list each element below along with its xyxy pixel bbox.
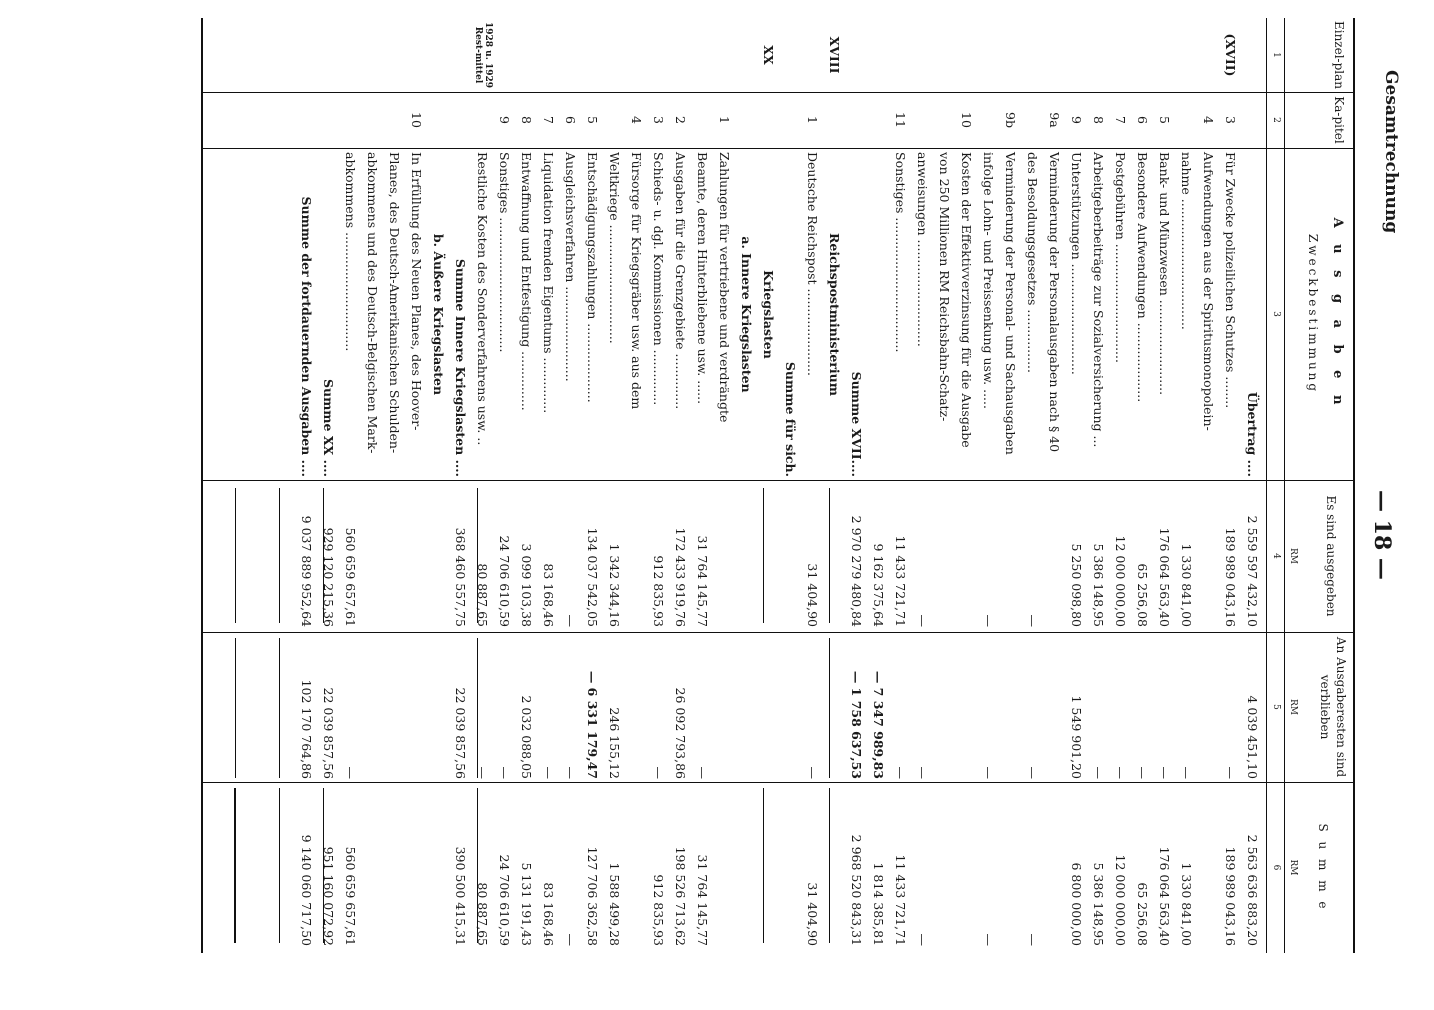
ausgegeben-cell: 65 256,08 [1135,563,1150,627]
summe-cell: 1 588 499,28 [607,862,622,946]
zweck-cell: Verminderung der Personalausgaben nach § 40 [1047,152,1062,453]
zweck-cell: abkommens .............................. [343,152,358,352]
zweck-cell: Summe XX .... [321,378,336,477]
zweck-cell: Aufwendungen aus der Spiritusmonopolein- [1201,152,1216,431]
ausgabereste-cell: — [893,766,908,779]
ausgabereste-cell: 102 170 764,86 [299,679,314,779]
summe-cell: — [981,933,996,946]
zweck-cell: von 250 Millionen RM Reichsbahn-Schatz- [937,152,952,422]
summe-cell: 11 433 721,71 [893,854,908,946]
summe-cell: 31 764 145,77 [695,854,710,946]
table-row [1197,18,1219,953]
zweck-cell: Sonstiges .................................. [497,152,512,353]
zweck-cell: Entwaffnung und Entfestigung ............... [519,152,534,411]
table-row [581,18,603,953]
table-row [405,18,427,953]
zweck-cell: Planes, des Deutsch-Amerikanischen Schulden- [387,152,402,454]
ausgegeben-cell: — [981,614,996,627]
kapitel-cell: 6 [1135,116,1150,124]
ausgegeben-cell: 1 330 841,00 [1179,543,1194,627]
table-row [757,18,779,953]
ausgegeben-cell: 31 764 145,77 [695,535,710,627]
ausgabereste-cell: — [1113,766,1128,779]
zweck-cell: Kriegslasten [761,270,776,359]
kapitel-cell: 4 [1201,116,1216,124]
zweck-cell: Entschädigungszahlungen .................... [585,152,600,403]
ausgegeben-cell: 172 433 919,76 [673,527,688,627]
table-row [647,18,669,953]
ausgegeben-cell: 31 404,90 [805,563,820,627]
zweck-cell: Besondere Aufwendungen .................... [1135,152,1150,403]
rotated-page [85,10,1405,1010]
table-row [427,18,449,953]
ausgegeben-cell: 83 168,46 [541,563,556,627]
ausgegeben-cell: 929 120 215,36 [321,527,336,627]
zweck-cell: Zahlungen für vertriebene und verdrängte [717,152,732,423]
ausgegeben-cell: 368 460 557,75 [453,527,468,627]
kapitel-cell: 9 [1069,116,1084,124]
summe-cell: 1 814 385,81 [871,862,886,946]
ausgegeben-cell: — [563,614,578,627]
table-row [295,18,317,953]
zweck-cell: Arbeitgeberbeiträge zur Sozialversicherung ... [1091,152,1106,448]
summe-cell: 65 256,08 [1135,882,1150,946]
zweck-cell: Kosten der Effektivverzinsung für die Ausgabe [959,152,974,448]
zweck-cell: Ausgaben für die Grenzgebiete .............. [673,152,688,410]
ausgabereste-cell: — [541,766,556,779]
kapitel-cell: 3 [1223,116,1238,124]
zweck-cell: In Erfüllung des Neuen Planes, des Hoover- [409,152,424,431]
page-title: Gesamtrechnung [1381,70,1401,234]
ausgegeben-cell: 134 037 542,05 [585,527,600,627]
ausgegeben-cell: 189 989 043,16 [1223,527,1238,627]
col-number: 4 [1271,553,1281,559]
zweck-cell: Summe XVII.... [849,371,864,477]
table-row [317,18,339,953]
zweck-cell: infolge Lohn- und Preissenkung usw. ..... [981,152,996,409]
ausgegeben-cell: 176 064 563,40 [1157,527,1172,627]
ausgabereste-cell: 22 039 857,56 [453,687,468,779]
summe-cell: 24 706 610,59 [497,854,512,946]
kapitel-cell: 5 [585,116,600,124]
summe-cell: 560 659 657,61 [343,846,358,946]
kapitel-cell: 1 [805,116,820,124]
unit-label: RM [1288,699,1298,715]
zweck-cell: Bank- und Münzwesen ........................ [1157,152,1172,396]
summe-cell: — [915,933,930,946]
summe-cell: — [563,933,578,946]
zweck-cell: b. Äußere Kriegslasten [431,233,446,396]
ausgabereste-cell: 1 549 901,20 [1069,695,1084,779]
ausgabereste-cell: 246 155,12 [607,707,622,779]
kapitel-cell: 7 [541,116,556,124]
table-row [625,18,647,953]
summe-cell: 912 835,93 [651,874,666,946]
summe-cell: 198 526 713,62 [673,846,688,946]
summe-cell: 1 330 841,00 [1179,862,1194,946]
table-row [933,18,955,953]
table-row [801,18,823,953]
summe-cell: 12 000 000,00 [1113,854,1128,946]
zweck-cell: a. Innere Kriegslasten [739,236,754,393]
zweck-cell: anweisungen ........................... [915,152,930,347]
ausgegeben-cell: 11 433 721,71 [893,535,908,627]
kapitel-cell: 10 [409,112,424,128]
table-row [1219,18,1241,953]
zweck-cell: Weltkriege .............................. [607,152,622,344]
einzelplan-cell: XVIII [827,36,842,74]
kapitel-cell: 9 [497,116,512,124]
summe-cell: 2 968 520 843,31 [849,834,864,946]
table-row [493,18,515,953]
einzelplan-cell: XX [761,45,776,65]
ausgabereste-cell: — [915,766,930,779]
ausgegeben-cell: 2 559 597 432,10 [1245,515,1260,627]
zweck-cell: Ausgleichsverfahren ........................ [563,152,578,382]
table-row [1241,18,1263,953]
zweck-cell: Fürsorge für Kriegsgräber usw. aus dem [629,152,644,410]
ausgabereste-cell: — [475,766,490,779]
col-number: 1 [1271,52,1281,58]
ausgabereste-cell: — [805,766,820,779]
summe-cell: 176 064 563,40 [1157,846,1172,946]
col-number: 3 [1271,311,1281,317]
summe-cell: 189 989 043,16 [1223,846,1238,946]
table-row [713,18,735,953]
ausgegeben-cell: 80 887,65 [475,563,490,627]
summe-cell: 5 386 148,95 [1091,862,1106,946]
ausgabereste-cell: — [651,766,666,779]
table-row [999,18,1021,953]
table-row [735,18,757,953]
col-einzelplan-header: Einzel-plan [1332,20,1346,90]
kapitel-cell: 1 [717,116,732,124]
table-row [1043,18,1065,953]
ausgegeben-cell: 1 342 344,16 [607,543,622,627]
zweck-cell: Unterstützungen ............................ [1069,152,1084,375]
accounts-table [201,18,1355,953]
ausgegeben-cell: 5 386 148,95 [1091,543,1106,627]
page-number: — 18 — [1369,490,1395,580]
kapitel-cell: 3 [651,116,666,124]
kapitel-cell: 9b [1003,112,1018,128]
ausgegeben-cell: 3 099 103,38 [519,543,534,627]
zweck-cell: des Besoldungsgesetzes ................ [1025,152,1040,374]
unit-label: RM [1288,548,1298,564]
zweck-cell: abkommens und des Deutsch-Belgischen Mark- [365,152,380,454]
ausgegeben-cell: 24 706 610,59 [497,535,512,627]
kapitel-cell: 5 [1157,116,1172,124]
ausgabereste-cell: — [563,766,578,779]
ausgegeben-cell: 9 037 889 952,64 [299,515,314,627]
table-row [1087,18,1109,953]
table-row [339,18,361,953]
table-row [537,18,559,953]
table-row [449,18,471,953]
zweck-cell: Summe Innere Kriegslasten .... [453,258,468,477]
ausgegeben-cell: 12 000 000,00 [1113,535,1128,627]
table-row [1175,18,1197,953]
ausgabereste-cell: — 6 331 179,47 [585,670,600,779]
ausgegeben-cell: 2 970 279 480,84 [849,515,864,627]
col-number: 2 [1271,117,1281,123]
ausgabereste-cell: — [1025,766,1040,779]
ausgabereste-cell: — [1135,766,1150,779]
ausgabereste-cell: — [695,766,710,779]
col-number: 5 [1271,704,1281,710]
summe-cell: 390 500 415,31 [453,846,468,946]
ausgabereste-cell: — [343,766,358,779]
ausgabereste-cell: — [1091,766,1106,779]
ausgabereste-cell: — 1 758 637,53 [849,670,864,779]
ausgabereste-cell: — 7 347 989,83 [871,670,886,779]
table-row [867,18,889,953]
zweck-cell: Sonstiges .................................. [893,152,908,353]
kapitel-cell: 7 [1113,116,1128,124]
zweck-cell: Restliche Kosten des Sonderverfahrens usw. .. [475,152,490,446]
ausgegeben-cell: — [1025,614,1040,627]
summe-cell: 31 404,90 [805,882,820,946]
kapitel-cell: 10 [959,112,974,128]
table-row [977,18,999,953]
zweck-cell: Postgebühren .............................. [1113,152,1128,363]
zweck-cell: Summe für sich. [783,361,798,477]
table-row [889,18,911,953]
ausgabereste-cell: 4 039 451,10 [1245,695,1260,779]
ausgabereste-cell: 22 039 857,56 [321,687,336,779]
kapitel-cell: 4 [629,116,644,124]
table-row [955,18,977,953]
kapitel-cell: 2 [673,116,688,124]
zweck-cell: Reichspostministerium [827,233,842,396]
table-row [845,18,867,953]
col-number: 6 [1271,864,1281,871]
kapitel-cell: 8 [1091,116,1106,124]
kapitel-cell: 11 [893,112,908,128]
ausgegeben-cell: 9 162 375,64 [871,543,886,627]
ausgabereste-cell: 2 032 088,05 [519,695,534,779]
ausgegeben-cell: 560 659 657,61 [343,527,358,627]
col-ausgabereste-header: An Ausgaberesten sind verblieben [1318,636,1348,778]
zweck-cell: Für Zwecke polizeilichen Schutzes ........ [1223,152,1238,409]
ausgabereste-cell: — [1179,766,1194,779]
summe-cell: 6 800 000,00 [1069,862,1084,946]
zweck-cell: Beamte, deren Hinterbliebene usw. ...... [695,152,710,405]
ausgabereste-cell: — [497,766,512,779]
summe-cell: 5 131 191,43 [519,862,534,946]
summe-cell: 127 706 362,58 [585,846,600,946]
zweck-cell: Verminderung der Personal- und Sachausgaben [1003,152,1018,455]
col-zweck-header: Zweckbestimmung [1306,233,1320,395]
zweck-cell: Deutsche Reichspost ...................... [805,152,820,376]
ausgabereste-cell: — [1223,766,1238,779]
ausgegeben-cell: — [915,614,930,627]
zweck-cell: nahme ................................. [1179,152,1194,330]
zweck-cell: Schieds- u. dgl. Kommissionen .............. [651,152,666,406]
col-kapitel-header: Ka-pitel [1332,96,1346,144]
table-row [1065,18,1087,953]
kapitel-cell: 8 [519,116,534,124]
ausgegeben-cell: 5 250 098,80 [1069,543,1084,627]
table-row [1109,18,1131,953]
zweck-cell: Übertrag .... [1245,391,1260,477]
table-row [779,18,801,953]
summe-cell: 2 563 636 883,20 [1245,834,1260,946]
table-row [515,18,537,953]
summe-cell: 83 168,46 [541,882,556,946]
table-row [691,18,713,953]
unit-label: RM [1288,859,1298,876]
ausgegeben-cell: 912 835,93 [651,555,666,627]
table-row [383,18,405,953]
zweck-cell: Liquidation fremden Eigentums .............. [541,152,556,414]
summe-cell: 80 887,65 [475,882,490,946]
ausgabereste-cell: — [981,766,996,779]
table-row [911,18,933,953]
summe-cell: — [1025,933,1040,946]
table-row [559,18,581,953]
col-summe-header: S u m m e [1316,823,1330,912]
summe-cell: 9 140 060 717,50 [299,834,314,946]
table-row [1131,18,1153,953]
ausgabereste-cell: — [1157,766,1172,779]
einzelplan-cell: 1928 u. 1929 Rest-mittel [473,21,493,89]
zweck-cell: Summe der fortdauernden Ausgaben .... [299,196,314,477]
table-row [1021,18,1043,953]
einzelplan-cell: (XVII) [1223,33,1238,77]
kapitel-cell: 9a [1047,112,1062,128]
summe-cell: 951 160 072,92 [321,846,336,946]
kapitel-cell: 6 [563,116,578,124]
ausgabereste-cell: 26 092 793,86 [673,687,688,779]
table-row [603,18,625,953]
table-row [823,18,845,953]
table-row [471,18,493,953]
table-row [361,18,383,953]
table-row [1153,18,1175,953]
col-ausgegeben-header: Es sind ausgegeben [1324,495,1338,617]
col-ausgaben-header: A u s g a b e n [1330,217,1345,411]
table-row [669,18,691,953]
